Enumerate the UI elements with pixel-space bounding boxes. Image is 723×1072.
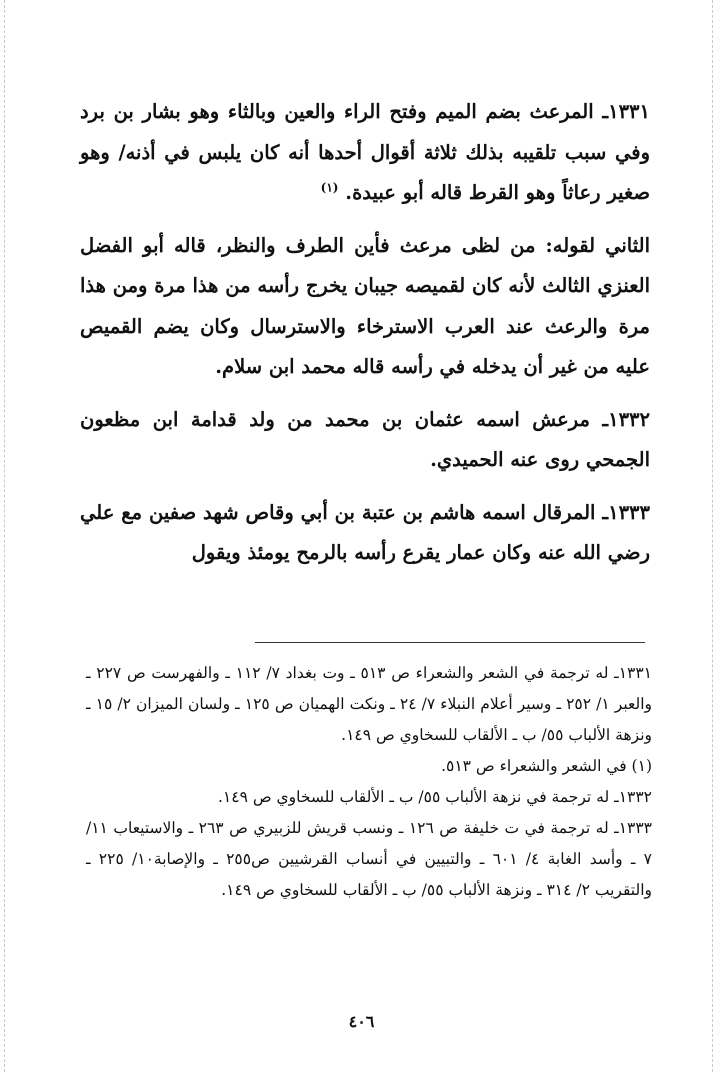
entry-1332: ١٣٣٢ـ مرعش اسمه عثمان بن محمد من ولد قدامة ابن مظعون الجمحي روى عنه الحميدي. (80, 407, 650, 471)
page-number: ٤٠٦ (348, 1012, 375, 1031)
footnotes (86, 658, 652, 906)
footnote-1333: ١٣٣٣ـ له ترجمة في ت خليفة ص ١٢٦ ـ ونسب قريش للزبيري ص ٢٦٣ ـ والاستيعاب ١١/ ٧ ـ وأسد الغابة ٤/ ٦٠١ ـ والتبيين في أنساب القرشيين ص٢٥٥ ـ والإصابة١٠/ ٢٢٥ ـ والتقريب ٢/ ٣١٤ ـ ونزهة الألباب ٥٥/ ب ـ الألقاب للسخاوي ص ١٤٩. (86, 819, 653, 899)
scan-edge-left (4, 0, 5, 1072)
scan-edge-right (712, 0, 713, 1072)
entry-1331-continued: الثاني لقوله: من لظى مرعث فأين الطرف والنظر، قاله أبو الفضل العنزي الثالث لأنه كان لقميصه جيبان يخرج رأسه من هذا مرة ومن هذا مرة والرعث عند العرب الاسترخاء والاسترسال وكان يضم القميص عليه من غير أن يدخله في رأسه قاله محمد ابن سلام. (80, 233, 650, 378)
main-text (80, 92, 650, 586)
footnote-divider (255, 642, 645, 643)
entry-1333: ١٣٣٣ـ المرقال اسمه هاشم بن عتبة بن أبي وقاص شهد صفين مع علي رضي الله عنه وكان عمار يقرع رأسه بالرمح يومئذ ويقول (80, 500, 650, 564)
entry-1331 (80, 92, 650, 214)
footnote-1: (١) في الشعر والشعراء ص ٥١٣. (441, 757, 652, 775)
footnote-1331: ١٣٣١ـ له ترجمة في الشعر والشعراء ص ٥١٣ ـ وت بغداد ٧/ ١١٢ ـ والفهرست ص ٢٢٧ ـ والعبر ١/ ٢٥٢ ـ وسير أعلام النبلاء ٧/ ٢٤ ـ ونكت الهميان ص ١٢٥ ـ ولسان الميزان ٢/ ١٥ ـ ونزهة الألباب ٥٥/ ب ـ الألقاب للسخاوي ص ١٤٩. (86, 664, 653, 744)
footnote-1332: ١٣٣٢ـ له ترجمة في نزهة الألباب ٥٥/ ب ـ الألقاب للسخاوي ص ١٤٩. (217, 788, 652, 806)
entry-1331-text: ١٣٣١ـ المرعث بضم الميم وفتح الراء والعين وبالثاء وهو بشار بن برد وفي سبب تلقيبه بذلك ثلاثة أقوال أحدها أنه كان يلبس في أذنه/ وهو صغير رعاثاً وهو القرط قاله أبو عبيدة. (80, 100, 650, 204)
footnote-ref: (١) (320, 180, 339, 195)
